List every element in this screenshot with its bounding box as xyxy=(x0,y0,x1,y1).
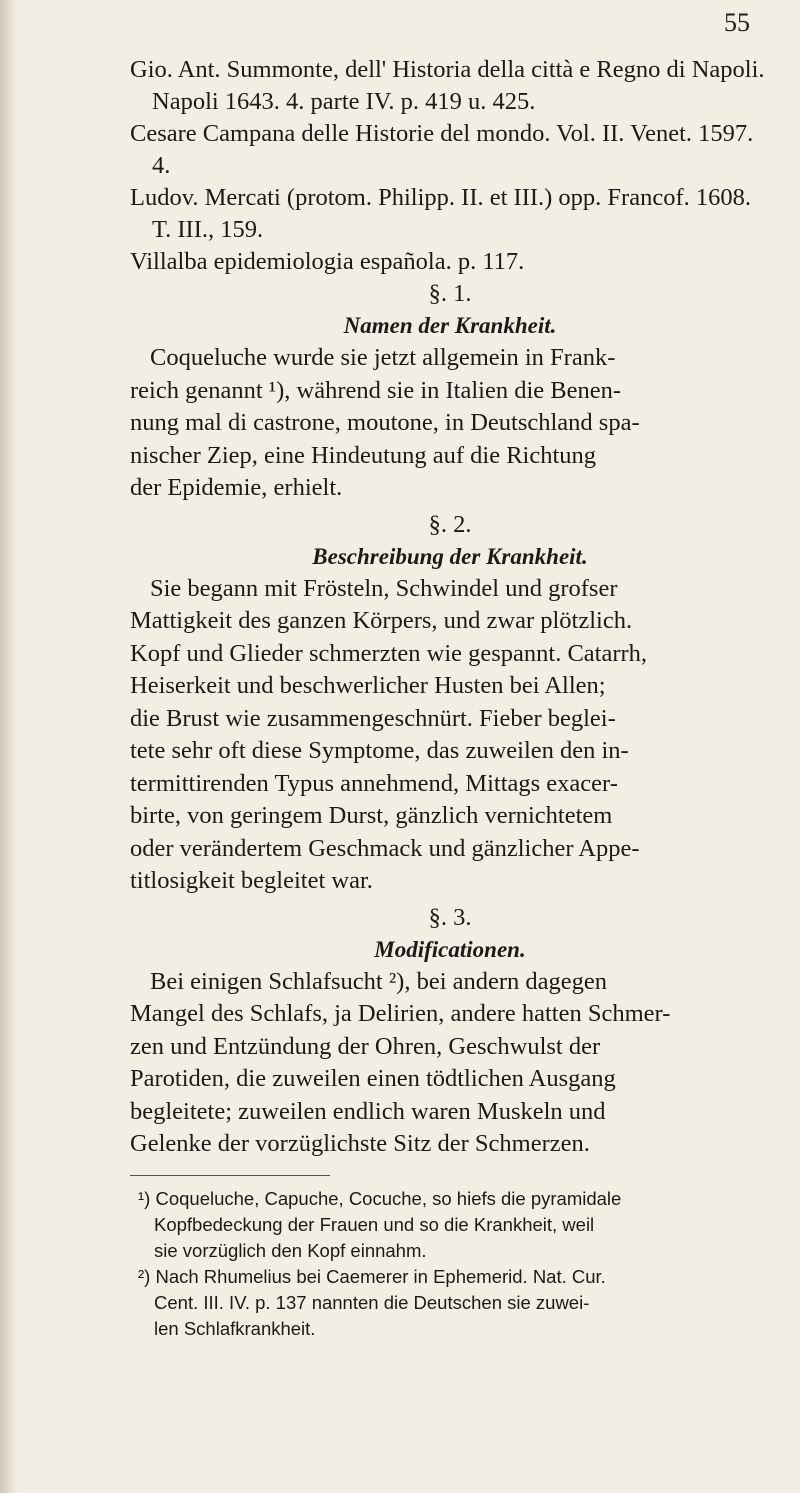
paragraph-line: tete sehr oft diese Symptome, das zuweilen den in- xyxy=(130,737,629,764)
page-edge xyxy=(0,0,18,1493)
paragraph-line: begleitete; zuweilen endlich waren Muskeln und xyxy=(130,1097,606,1125)
paragraph-line: Gelenke der vorzüglichste Sitz der Schmerzen. xyxy=(130,1130,590,1157)
paragraph-line: Kopf und Glieder schmerzten wie gespannt. Catarrh, xyxy=(130,639,648,667)
paragraph-line: Sie begann mit Frösteln, Schwindel und grofser xyxy=(150,574,618,602)
paragraph-line: nischer Ziep, eine Hindeutung auf die Richtung xyxy=(130,441,597,469)
footnote-1 xyxy=(130,1186,770,1264)
paragraph-line: zen und Entzündung der Ohren, Geschwulst der xyxy=(130,1032,601,1060)
section-2-title: Beschreibung der Krankheit. xyxy=(312,543,588,569)
paragraph-line: reich genannt ¹), während sie in Italien die Benen- xyxy=(130,376,622,404)
paragraph-line: oder verändertem Geschmack und gänzlicher Appe- xyxy=(130,834,640,862)
paragraph-line: Mangel des Schlafs, ja Delirien, andere hatten Schmer- xyxy=(130,1000,671,1027)
footnote-line: Cent. III. IV. p. 137 nannten die Deutschen sie zuwei- xyxy=(154,1291,590,1313)
footnote-divider xyxy=(130,1175,330,1176)
reference-villalba: Villalba epidemiologia española. p. 117. xyxy=(130,248,525,275)
section-1-number: §. 1. xyxy=(428,280,472,307)
section-1-title: Namen der Krankheit. xyxy=(343,313,557,338)
paragraph-line: termittirenden Typus annehmend, Mittags exacer- xyxy=(130,769,618,797)
reference-summonte: Gio. Ant. Summonte, dell' Historia della città e Regno di Napoli. Napoli 1643. 4. parte IV. p. 419 u. 425. xyxy=(130,56,765,115)
footnote-line: sie vorzüglich den Kopf einnahm. xyxy=(154,1239,427,1261)
section-3-number: §. 3. xyxy=(428,903,472,931)
paragraph-line: die Brust wie zusammengeschnürt. Fieber beglei- xyxy=(130,704,616,732)
section-3-title: Modificationen. xyxy=(374,936,526,962)
footnote-line: ¹) Coqueluche, Capuche, Cocuche, so hiefs die pyramidale xyxy=(138,1187,622,1209)
paragraph-line: nung mal di castrone, moutone, in Deutschland spa- xyxy=(130,409,640,436)
page-content xyxy=(130,54,770,1342)
reference-mercati: Ludov. Mercati (protom. Philipp. II. et III.) opp. Francof. 1608. T. III., 159. xyxy=(130,184,751,243)
paragraph-line: der Epidemie, erhielt. xyxy=(130,474,343,501)
paragraph-line: Coqueluche wurde sie jetzt allgemein in Frank- xyxy=(150,344,616,371)
paragraph-line: Parotiden, die zuweilen einen tödtlichen Ausgang xyxy=(130,1065,616,1092)
paragraph-line: Mattigkeit des ganzen Körpers, und zwar plötzlich. xyxy=(130,607,633,634)
reference-campana: Cesare Campana delle Historie del mondo. Vol. II. Venet. 1597. 4. xyxy=(130,120,754,179)
section-3-paragraph xyxy=(130,966,770,1161)
paragraph-line: Heiserkeit und beschwerlicher Husten bei Allen; xyxy=(130,672,606,699)
page-number: 55 xyxy=(724,8,750,37)
section-1-paragraph xyxy=(130,342,770,505)
section-2-number: §. 2. xyxy=(428,510,472,538)
paragraph-line: Bei einigen Schlafsucht ²), bei andern dagegen xyxy=(150,967,608,995)
footnote-line: len Schlafkrankheit. xyxy=(154,1317,316,1339)
footnote-2 xyxy=(130,1264,770,1342)
footnote-line: ²) Nach Rhumelius bei Caemerer in Ephemerid. Nat. Cur. xyxy=(138,1265,606,1287)
section-2-paragraph xyxy=(130,573,770,898)
footnote-line: Kopfbedeckung der Frauen und so die Krankheit, weil xyxy=(154,1213,595,1235)
paragraph-line: birte, von geringem Durst, gänzlich vernichtetem xyxy=(130,802,613,829)
paragraph-line: titlosigkeit begleitet war. xyxy=(130,867,373,894)
